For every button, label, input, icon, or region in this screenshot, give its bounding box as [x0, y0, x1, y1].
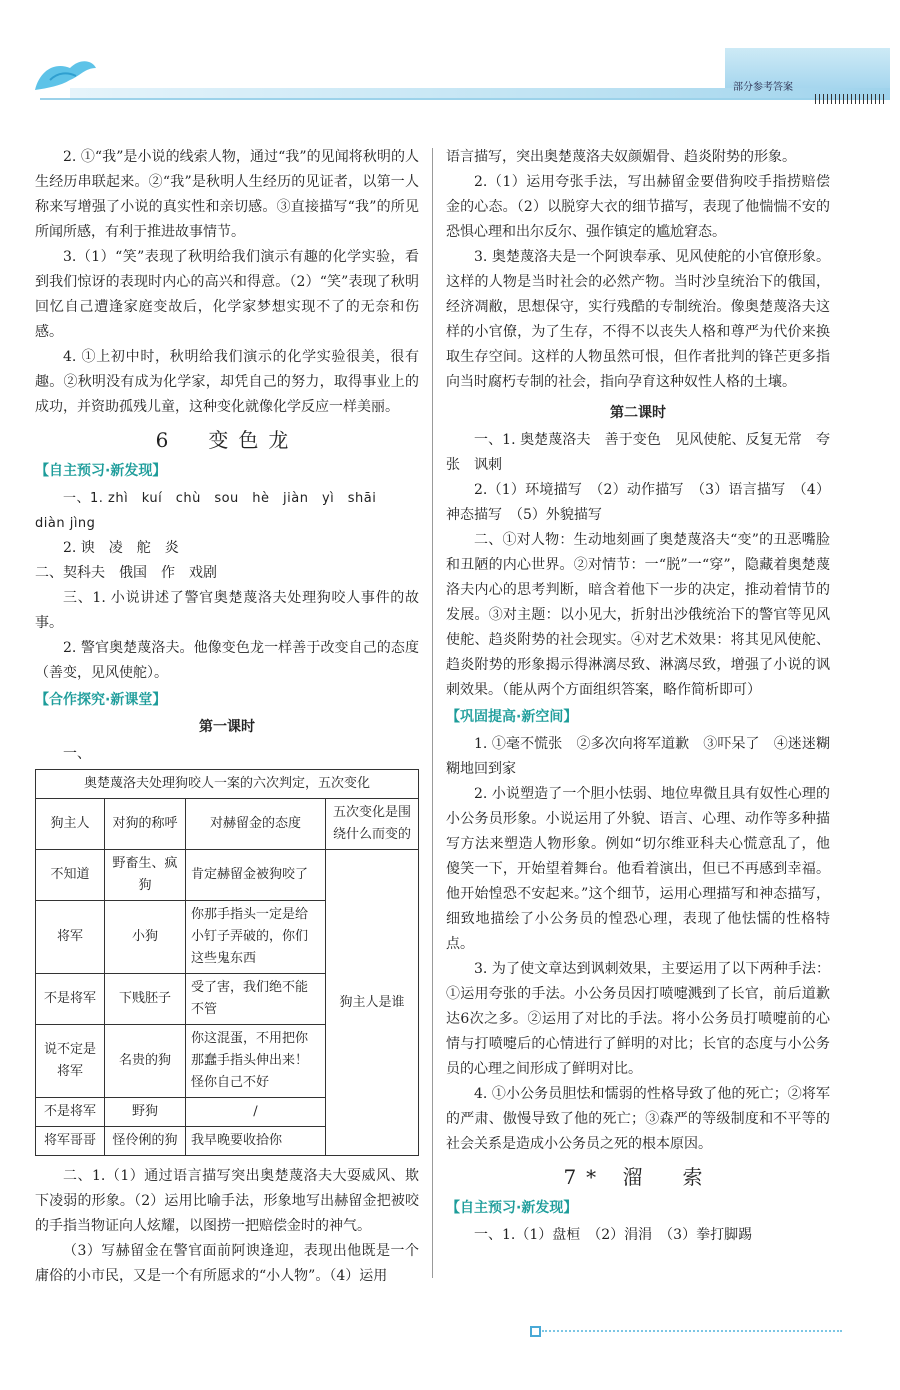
table-cell: 我早晚要收拾你	[186, 1127, 326, 1156]
lesson-2-heading: 第二课时	[610, 405, 666, 421]
section-tag-consolidate: 【巩固提高·新空间】	[446, 709, 578, 725]
section-tag-preview: 【自主预习·新发现】	[35, 463, 167, 479]
header-line	[40, 98, 890, 100]
table-cell: /	[186, 1098, 326, 1127]
answer-2: 2. 谀 凌 舵 炎	[63, 540, 179, 556]
table-cell: 野畜生、疯狗	[105, 850, 186, 901]
table-cell: 你这混蛋，不用把你那蠢手指头伸出来！怪你自己不好	[186, 1025, 326, 1098]
header-barcode	[815, 94, 885, 104]
judgement-table	[35, 769, 419, 1156]
table-cell: 肯定赫留金被狗咬了	[186, 850, 326, 901]
table-cell: 名贵的狗	[105, 1025, 186, 1098]
table-cell: 怪伶俐的狗	[105, 1127, 186, 1156]
table-cell: 不是将军	[36, 974, 105, 1025]
section-tag-preview-2: 【自主预习·新发现】	[446, 1200, 578, 1216]
left-column	[35, 145, 419, 1289]
right-para-3: 3. 奥楚蔑洛夫是一个阿谀奉承、见风使舵的小官僚形象。这样的人物是当时社会的必然产物。当时沙皇统治下的俄国，经济凋敝，思想保守，实行残酷的专制统治。像奥楚蔑洛夫这样的小官僚，为了生存，不得不以丧失人格和尊严为代价来换取生存空间。这样的人物虽然可恨，但作者批判的锋芒更多指向当时腐朽专制的社会，指向孕育这种奴性人格的土壤。	[446, 249, 830, 390]
footer-square-icon	[530, 1326, 541, 1337]
table-cell: 将军	[36, 901, 105, 974]
answer-yi: 一、	[63, 746, 91, 762]
table-header: 狗主人	[36, 799, 105, 850]
table-title: 奥楚蔑洛夫处理狗咬人一案的六次判定，五次变化	[36, 770, 419, 799]
section-tag-explore: 【合作探究·新课堂】	[35, 692, 167, 708]
table-merged-cell: 狗主人是谁	[326, 850, 419, 1156]
left-para-1: 2. ①“我”是小说的线索人物，通过“我”的见闻将秋明的人生经历串联起来。②“我”是秋明人生经历的见证者，以第一人称来写增强了小说的真实性和亲切感。③直接描写“我”的所见所闻所感，有利于推进故事情节。	[35, 149, 419, 240]
table-header: 五次变化是围绕什么而变的	[326, 799, 419, 850]
answer-san-2: 2. 警官奥楚蔑洛夫。他像变色龙一样善于改变自己的态度（善变，见风使舵）。	[35, 640, 419, 681]
table-cell: 野狗	[105, 1098, 186, 1127]
table-cell: 将军哥哥	[36, 1127, 105, 1156]
left-para-3: 4. ①上初中时，秋明给我们演示的化学实验很美，很有趣。②秋明没有成为化学家，却凭自己的努力，取得事业上的成功，并资助孤残儿童，这种变化就像化学反应一样美丽。	[35, 349, 419, 415]
answer-er: 二、契科夫 俄国 作 戏剧	[35, 565, 217, 581]
lesson-title-6: 6 变色龙	[155, 428, 299, 452]
table-cell: 小狗	[105, 901, 186, 974]
answer-yi-2: 2.（1）环境描写 （2）动作描写 （3）语言描写 （4）神态描写 （5）外貌描写	[446, 482, 830, 523]
left-para-2: 3.（1）“笑”表现了秋明给我们演示有趣的化学实验，看到我们惊讶的表现时内心的高兴和得意。（2）“笑”表现了秋明回忆自己遭逢家庭变故后，化学家梦想实现不了的无奈和伤感。	[35, 249, 419, 340]
answer-san-1: 三、1. 小说讲述了警官奥楚蔑洛夫处理狗咬人事件的故事。	[35, 590, 419, 631]
table-cell: 说不定是将军	[36, 1025, 105, 1098]
lesson-1-heading: 第一课时	[199, 719, 255, 735]
left-bottom-para-1: 二、1.（1）通过语言描写突出奥楚蔑洛夫大耍威风、欺下凌弱的形象。（2）运用比喻手法，形象地写出赫留金把被咬的手指当物证向人炫耀，以图捞一把赔偿金时的神气。	[35, 1168, 419, 1234]
table-header: 对赫留金的态度	[186, 799, 326, 850]
header-tag-text: 部分参考答案	[733, 82, 793, 93]
table-cell: 下贱胚子	[105, 974, 186, 1025]
footer-dotted-line	[542, 1330, 842, 1332]
right-b-para-4: 4. ①小公务员胆怯和懦弱的性格导致了他的死亡；②将军的严肃、傲慢导致了他的死亡；③森严的等级制度和不平等的社会关系是造成小公务员之死的根本原因。	[446, 1086, 830, 1152]
lesson-title-7: 7* 溜 索	[563, 1165, 713, 1189]
answer-er-right: 二、①对人物：生动地刻画了奥楚蔑洛夫“变”的丑恶嘴脸和丑陋的内心世界。②对情节：一“脱”一“穿”，隐藏着奥楚蔑洛夫内心的思考判断，暗含着他下一步的决定，推动着情节的发展。③对主题：以小见大，折射出沙俄统治下的警官等见风使舵、趋炎附势的社会现实。④对艺术效果：将其见风使舵、趋炎附势的形象揭示得淋漓尽致、淋漓尽致，增强了小说的讽刺效果。（能从两个方面组织答案，略作简析即可）	[446, 532, 830, 698]
page-header	[0, 0, 900, 110]
right-column	[446, 145, 830, 1248]
table-cell: 不是将军	[36, 1098, 105, 1127]
table-cell: 不知道	[36, 850, 105, 901]
right-b-para-1: 1. ①毫不慌张 ②多次向将军道歉 ③吓呆了 ④迷迷糊糊地回到家	[446, 736, 830, 777]
page-footer	[530, 1325, 890, 1337]
table-cell: 你那手指头一定是给小钉子弄破的，你们这些鬼东西	[186, 901, 326, 974]
right-para-2: 2.（1）运用夸张手法，写出赫留金要借狗咬手指捞赔偿金的心态。（2）以脱穿大衣的细节描写，表现了他惴惴不安的恐惧心理和出尔反尔、强作镇定的尴尬窘态。	[446, 174, 830, 240]
right-b-para-2: 2. 小说塑造了一个胆小怯弱、地位卑微且具有奴性心理的小公务员形象。小说运用了外貌、语言、心理、动作等多种描写方法来塑造人物形象。例如“切尔维亚科夫心慌意乱了，他傻笑一下，开始望着舞台。他看着演出，但已不再感到幸福。他开始惶恐不安起来。”这个细节，运用心理描写和神态描写，细致地描绘了小公务员的惶恐心理，表现了他怯懦的性格特点。	[446, 786, 830, 952]
right-para-1: 语言描写，突出奥楚蔑洛夫奴颜媚骨、趋炎附势的形象。	[446, 149, 796, 165]
table-cell: 受了害，我们绝不能不管	[186, 974, 326, 1025]
table-row	[36, 850, 419, 901]
answer-last: 一、1.（1）盘桓 （2）涓涓 （3）拳打脚踢	[474, 1227, 753, 1243]
right-b-para-3: 3. 为了使文章达到讽刺效果，主要运用了以下两种手法：①运用夸张的手法。小公务员因打喷嚏溅到了长官，前后道歉达6次之多。②运用了对比的手法。将小公务员打喷嚏前的心情与打喷嚏后的心情进行了鲜明的对比；长官的态度与小公务员的心理之间形成了鲜明对比。	[446, 961, 830, 1077]
pinyin-line: 一、1. zhì kuí chù sou hè jiàn yì shāi diàn jìng	[35, 491, 390, 531]
answer-yi-1: 一、1. 奥楚蔑洛夫 善于变色 见风使舵、反复无常 夸张 讽刺	[446, 432, 830, 473]
bird-logo-icon	[30, 50, 100, 95]
table-header: 对狗的称呼	[105, 799, 186, 850]
header-tag	[725, 48, 890, 93]
column-divider	[432, 148, 433, 1278]
left-bottom-para-2: （3）写赫留金在警官面前阿谀逢迎，表现出他既是一个庸俗的小市民，又是一个有所愿求的“小人物”。（4）运用	[35, 1243, 419, 1284]
